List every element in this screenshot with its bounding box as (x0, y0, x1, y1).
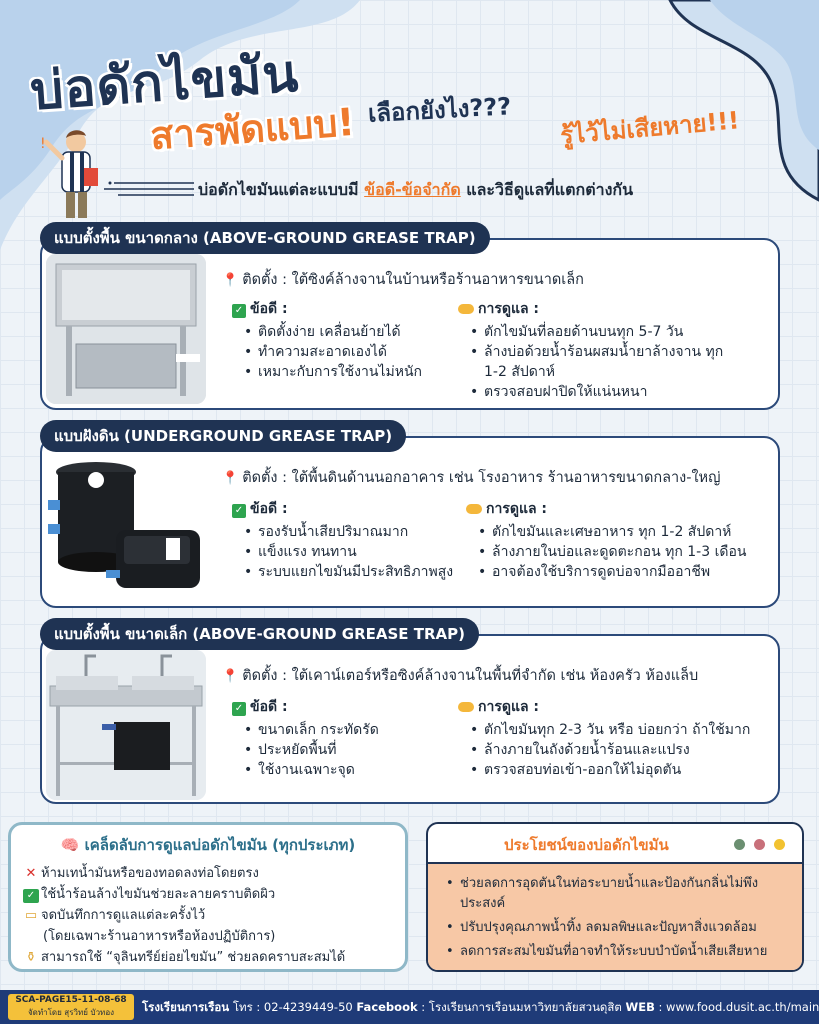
list-item: • ปรับปรุงคุณภาพน้ำทิ้ง ลดมลพิษและปัญหาสิ่งแวดล้อม (442, 918, 788, 938)
list-item: • ล้างบ่อด้วยน้ำร้อนผสมน้ำยาล้างจาน ทุก 1-2 สัปดาห์ (470, 342, 740, 382)
bottle-icon: ⚱ (25, 950, 37, 965)
install-text: ติดตั้ง : ใต้เคาน์เตอร์หรือซิงค์ล้างจานในพื้นที่จำกัด เช่น ห้องครัว ห้องแล็บ (242, 668, 699, 684)
list-item: • ตรวจสอบท่อเข้า-ออกให้ไม่อุดตัน (470, 760, 768, 780)
pros-column (232, 498, 453, 582)
tip-row: ⚱ สามารถใช้ “จุลินทรีย์ย่อยไขมัน” ช่วยลดคราบสะสมได้ (23, 947, 393, 968)
memo-icon: ▭ (24, 908, 38, 923)
title-main: บ่อดักไขมัน (28, 43, 301, 123)
pin-icon: 📍 (222, 273, 239, 288)
list-item: • ลดการสะสมไขมันที่อาจทำให้ระบบบำบัดน้ำเสียเสียหาย (442, 942, 788, 962)
title-tagline: รู้ไว้ไม่เสียหาย!!! (559, 106, 741, 150)
pill-icon (466, 504, 482, 514)
list-item: • ตักไขมันทุก 2-3 วัน หรือ บ่อยกว่า ถ้าใช้มาก (470, 720, 768, 740)
list-item: • เหมาะกับการใช้งานไม่หนัก (244, 362, 422, 382)
footer (0, 990, 819, 1024)
list-item: • ประหยัดพื้นที่ (244, 740, 379, 760)
tips-title: 🧠 เคล็ดลับการดูแลบ่อดักไขมัน (ทุกประเภท) (60, 836, 356, 854)
subtitle-highlight: ข้อดี-ข้อจำกัด (364, 180, 461, 199)
list-item: • แข็งแรง ทนทาน (244, 542, 453, 562)
pros-title: ✓ ข้อดี : (232, 298, 422, 320)
section-underground (40, 420, 780, 612)
install-location (222, 664, 698, 687)
install-location (222, 466, 720, 489)
yellow-dot-icon (774, 839, 785, 850)
list-item: • ทำความสะอาดเองได้ (244, 342, 422, 362)
section-card (40, 238, 780, 410)
list-item: • ล้างภายในบ่อและดูดตะกอน ทุก 1-3 เดือน (478, 542, 766, 562)
list-item: • ระบบแยกไขมันมีประสิทธิภาพสูง (244, 562, 453, 582)
care-column (458, 298, 758, 402)
section-medium-above-ground (40, 222, 780, 414)
svg-text:!: ! (40, 136, 46, 152)
cross-icon: ✕ (25, 866, 37, 881)
check-icon: ✓ (232, 504, 246, 518)
pros-title: ✓ ข้อดี : (232, 498, 453, 520)
section-label: แบบฝังดิน (UNDERGROUND GREASE TRAP) (40, 420, 406, 452)
pros-column (232, 696, 379, 780)
footer-org: โรงเรียนการเรือน (142, 1000, 230, 1014)
footer-web-link[interactable]: : www.food.dusit.ac.th/main (654, 1000, 819, 1014)
section-label: แบบตั้งพื้น ขนาดเล็ก (ABOVE-GROUND GREASE TRAP) (40, 618, 479, 650)
pros-title: ✓ ข้อดี : (232, 696, 379, 718)
list-item: • ขนาดเล็ก กระทัดรัด (244, 720, 379, 740)
benefits-title: ประโยชน์ของบ่อดักไขมัน (504, 836, 669, 854)
tips-box (8, 822, 408, 972)
teacher-illustration-icon (40, 128, 110, 220)
footer-code-badge (8, 994, 134, 1020)
footer-facebook-value[interactable]: : โรงเรียนการเรือนมหาวิทยาลัยสวนดุสิต (417, 1000, 622, 1014)
check-icon: ✓ (232, 304, 246, 318)
list-item: • ติดตั้งง่าย เคลื่อนย้ายได้ (244, 322, 422, 342)
check-icon: ✓ (23, 889, 39, 903)
footer-web-label: WEB (625, 1000, 655, 1014)
list-item: • ช่วยลดการอุดตันในท่อระบายน้ำและป้องกันกลิ่นไม่พึงประสงค์ (442, 874, 788, 914)
list-item: • ล้างภายในถังด้วยน้ำร้อนและแปรง (470, 740, 768, 760)
pill-icon (458, 702, 474, 712)
footer-contact (142, 999, 819, 1017)
tip-row: ✕ ห้ามเทน้ำมันหรือของทอดลงท่อโดยตรง (23, 863, 393, 884)
header (0, 0, 819, 215)
section-card (40, 436, 780, 608)
pill-icon (458, 304, 474, 314)
pink-dot-icon (754, 839, 765, 850)
benefits-box (426, 822, 804, 972)
care-column (466, 498, 766, 582)
author: จัดทำโดย สุรวิทย์ บัวทอง (27, 1008, 115, 1017)
section-small-above-ground (40, 618, 780, 808)
list-item: • ตรวจสอบฝาปิดให้แน่นหนา (470, 382, 758, 402)
title-variety: สารพัดแบบ! (148, 99, 357, 159)
check-icon: ✓ (232, 702, 246, 716)
install-text: ติดตั้ง : ใต้ซิงค์ล้างจานในบ้านหรือร้านอาหารขนาดเล็ก (242, 272, 584, 288)
footer-phone: โทร : 02-4239449-50 (232, 1000, 353, 1014)
pin-icon: 📍 (222, 669, 239, 684)
subtitle-suffix: และวิธีดูแลที่แตกต่างกัน (460, 180, 634, 199)
care-title: การดูแล : (458, 696, 768, 718)
tip-row: ▭ จดบันทึกการดูแลแต่ละครั้งไว้ (23, 905, 393, 926)
care-title: การดูแล : (466, 498, 766, 520)
grease-trap-medium-image (46, 254, 206, 404)
tip-row: (โดยเฉพาะร้านอาหารหรือห้องปฏิบัติการ) (43, 929, 276, 944)
list-item: • ใช้งานเฉพาะจุด (244, 760, 379, 780)
install-location (222, 268, 584, 291)
benefits-body (428, 864, 802, 972)
speed-lines-icon (104, 178, 194, 200)
care-column (458, 696, 768, 780)
install-text: ติดตั้ง : ใต้พื้นดินด้านนอกอาคาร เช่น โรงอาหาร ร้านอาหารขนาดกลาง-ใหญ่ (242, 470, 721, 486)
tip-row: ✓ ใช้น้ำร้อนล้างไขมันช่วยละลายคราบติดผิว (23, 884, 393, 905)
title-question: เลือกยังไง??? (367, 92, 512, 128)
subtitle (198, 178, 633, 203)
section-card (40, 634, 780, 804)
page-code: SCA-PAGE15-11-08-68 (15, 995, 127, 1005)
list-item: • รองรับน้ำเสียปริมาณมาก (244, 522, 453, 542)
benefits-header (428, 824, 802, 864)
pros-column (232, 298, 422, 382)
care-title: การดูแล : (458, 298, 758, 320)
list-item: • ตักไขมันที่ลอยด้านบนทุก 5-7 วัน (470, 322, 758, 342)
list-item: • ตักไขมันและเศษอาหาร ทุก 1-2 สัปดาห์ (478, 522, 766, 542)
subtitle-prefix: บ่อดักไขมันแต่ละแบบมี (198, 180, 365, 199)
grease-trap-small-image (46, 650, 206, 800)
footer-facebook-label: Facebook (356, 1000, 418, 1014)
list-item: • อาจต้องใช้บริการดูดบ่อจากมืออาชีพ (478, 562, 766, 582)
green-dot-icon (734, 839, 745, 850)
pin-icon: 📍 (222, 471, 239, 486)
section-label: แบบตั้งพื้น ขนาดกลาง (ABOVE-GROUND GREASE TRAP) (40, 222, 490, 254)
grease-trap-underground-image (46, 450, 206, 602)
